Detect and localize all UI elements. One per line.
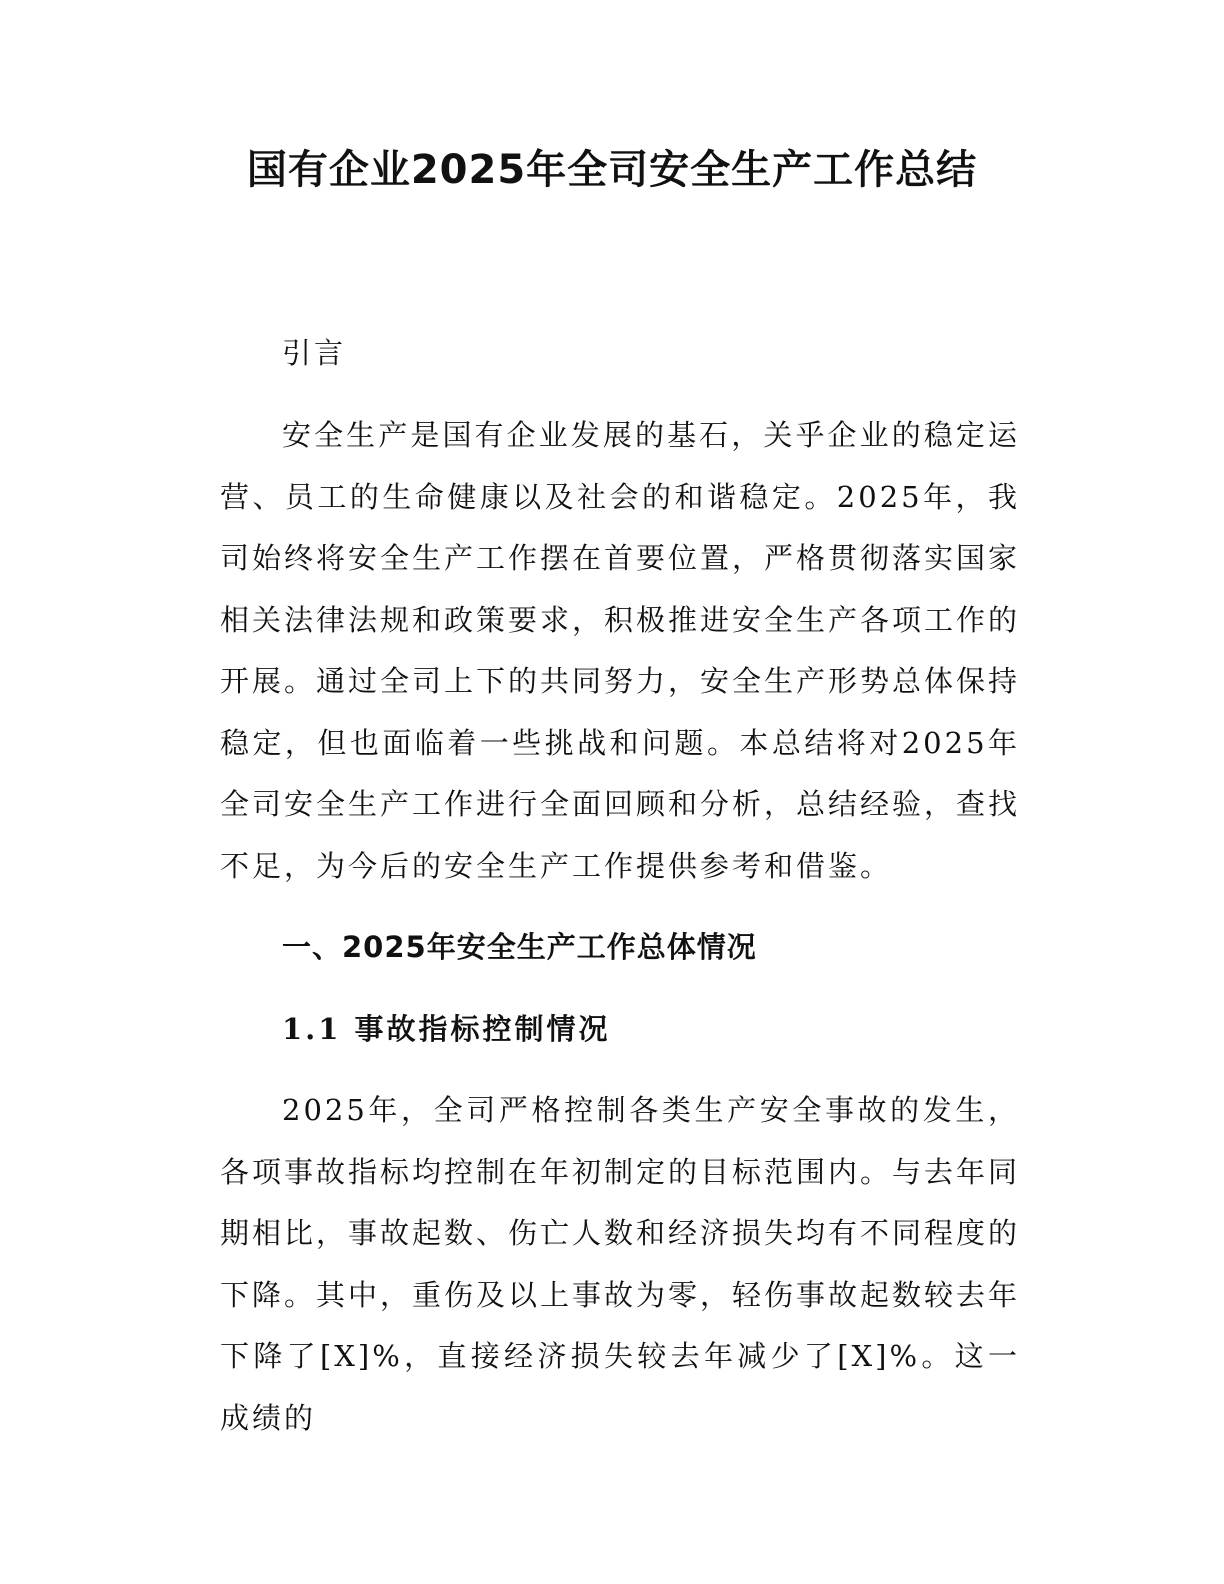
subsection-heading: 1.1 事故指标控制情况 <box>282 1012 611 1046</box>
section-heading: 一、2025年安全生产工作总体情况 <box>282 930 757 964</box>
document-title: 国有企业2025年全司安全生产工作总结 <box>246 147 978 193</box>
subsection-paragraph: 2025年，全司严格控制各类生产安全事故的发生，各项事故指标均控制在年初制定的目标范围内。与去年同期相比，事故起数、伤亡人数和经济损失均有不同程度的下降。其中，重伤及以上事故为零，轻伤事故起数较去年下降了[X]%，直接经济损失较去年减少了[X]%。这一成绩的 <box>220 1093 1021 1435</box>
intro-label: 引言 <box>282 336 347 370</box>
intro-paragraph: 安全生产是国有企业发展的基石，关乎企业的稳定运营、员工的生命健康以及社会的和谐稳定。2025年，我司始终将安全生产工作摆在首要位置，严格贯彻落实国家相关法律法规和政策要求，积极推进安全生产各项工作的开展。通过全司上下的共同努力，安全生产形势总体保持稳定，但也面临着一些挑战和问题。本总结将对2025年全司安全生产工作进行全面回顾和分析，总结经验，查找不足，为今后的安全生产工作提供参考和借鉴。 <box>220 418 1021 883</box>
